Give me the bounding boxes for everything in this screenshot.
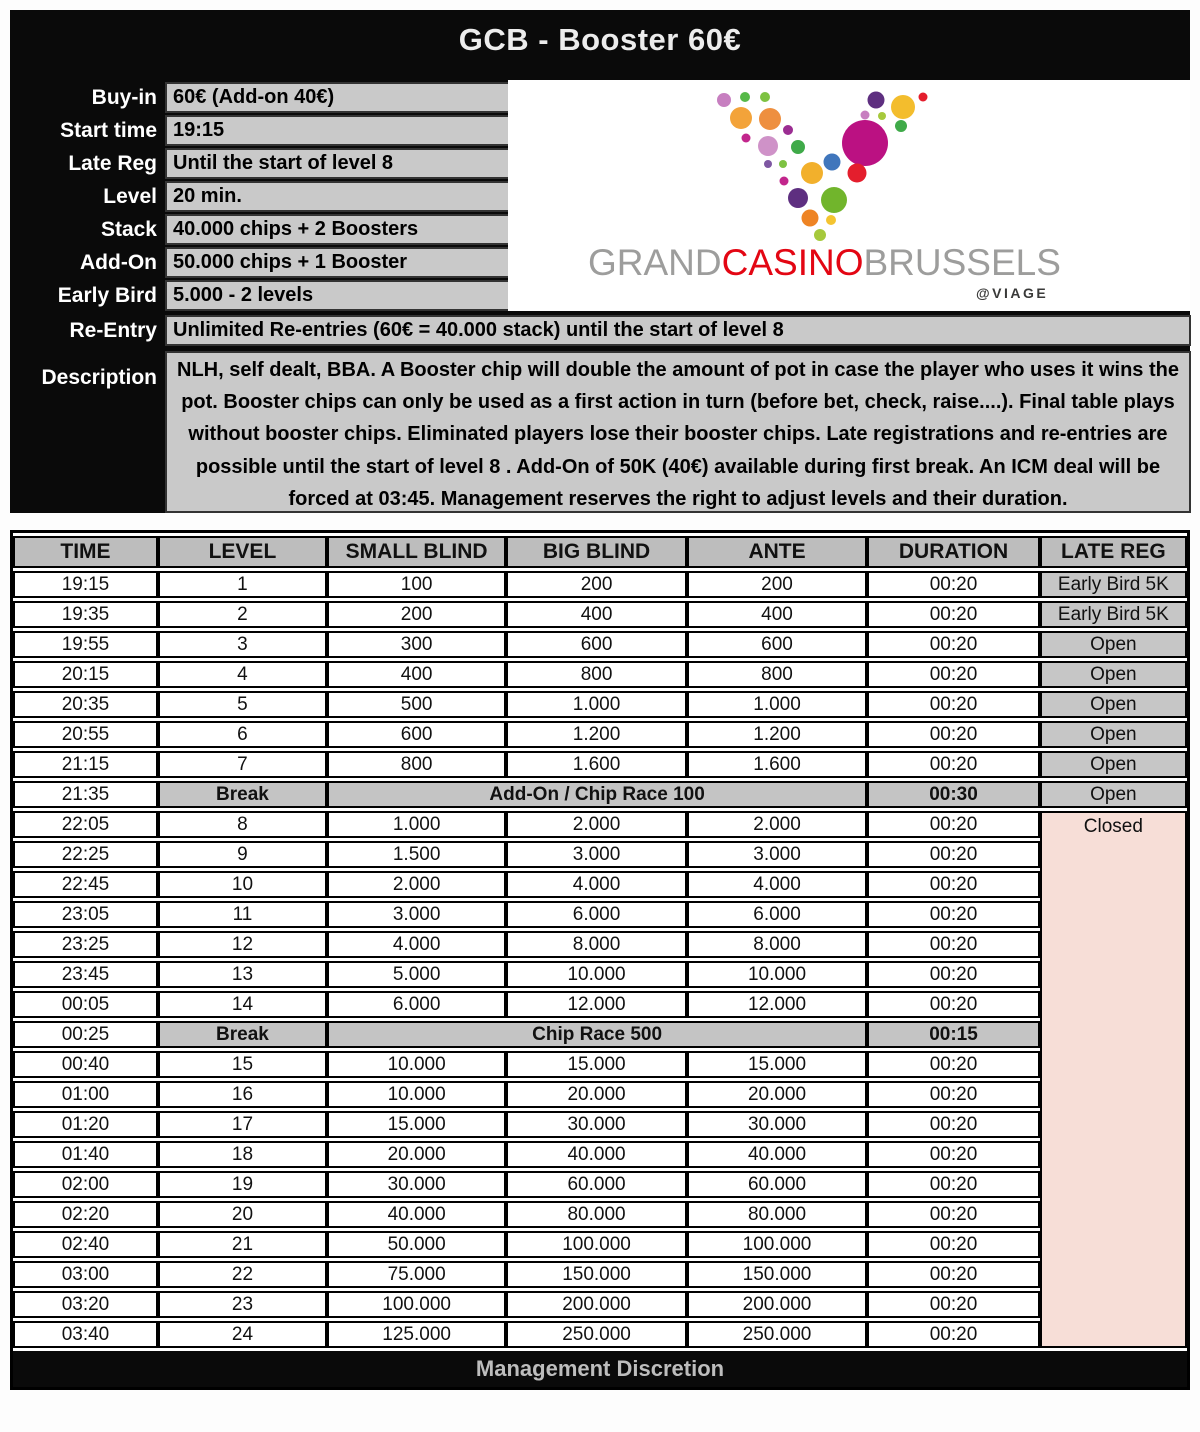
cell-duration: 00:20 bbox=[867, 691, 1039, 718]
table-header-row bbox=[13, 536, 1187, 568]
cell-big-blind: 4.000 bbox=[506, 871, 686, 898]
info-value-level: 20 min. bbox=[165, 181, 517, 212]
info-row-buy-in bbox=[10, 82, 517, 113]
info-label-start-time: Start time bbox=[60, 119, 157, 142]
cell-small-blind: 10.000 bbox=[327, 1081, 506, 1108]
cell-level: 18 bbox=[158, 1141, 327, 1168]
info-label-early-bird: Early Bird bbox=[57, 284, 157, 307]
level-row bbox=[13, 661, 1187, 688]
cell-level: 11 bbox=[158, 901, 327, 928]
cell-time: 23:25 bbox=[13, 931, 158, 958]
cell-time: 02:20 bbox=[13, 1201, 158, 1228]
info-value-description: NLH, self dealt, BBA. A Booster chip will double the amount of pot in case the player who uses it wins the pot. Booster chips can only be used as a first action in turn (before bet, check, raise....). Final table plays without booster chips. Eliminated players lose their booster chips. Late registrations and re-entries are possible until the start of level 8 . Add-On of 50K (40€) available during first break. An ICM deal will be forced at 03:45. Management reserves the right to adjust levels and their duration. bbox=[165, 351, 1191, 513]
cell-level: 2 bbox=[158, 601, 327, 628]
cell-duration: 00:20 bbox=[867, 1291, 1039, 1318]
cell-duration: 00:15 bbox=[867, 1021, 1039, 1048]
level-row bbox=[13, 841, 1187, 868]
cell-time: 02:40 bbox=[13, 1231, 158, 1258]
cell-level: 7 bbox=[158, 751, 327, 778]
level-row bbox=[13, 1261, 1187, 1288]
footer-bar: Management Discretion bbox=[13, 1351, 1187, 1387]
info-label-level: Level bbox=[103, 185, 157, 208]
cell-time: 00:25 bbox=[13, 1021, 158, 1048]
level-row bbox=[13, 811, 1187, 838]
cell-late-reg: Open bbox=[1040, 721, 1187, 748]
cell-level: 17 bbox=[158, 1111, 327, 1138]
col-header-ante: ANTE bbox=[687, 536, 867, 568]
cell-big-blind: 8.000 bbox=[506, 931, 686, 958]
cell-duration: 00:20 bbox=[867, 841, 1039, 868]
info-row-late-reg bbox=[10, 148, 517, 179]
cell-duration: 00:20 bbox=[867, 1171, 1039, 1198]
cell-small-blind: 300 bbox=[327, 631, 506, 658]
cell-time: 03:20 bbox=[13, 1291, 158, 1318]
cell-time: 21:15 bbox=[13, 751, 158, 778]
cell-duration: 00:20 bbox=[867, 1141, 1039, 1168]
cell-duration: 00:20 bbox=[867, 1201, 1039, 1228]
cell-duration: 00:20 bbox=[867, 1111, 1039, 1138]
cell-big-blind: 1.200 bbox=[506, 721, 686, 748]
cell-time: 00:05 bbox=[13, 991, 158, 1018]
cell-big-blind: 30.000 bbox=[506, 1111, 686, 1138]
cell-big-blind: 200.000 bbox=[506, 1291, 686, 1318]
cell-duration: 00:20 bbox=[867, 601, 1039, 628]
cell-big-blind: 100.000 bbox=[506, 1231, 686, 1258]
cell-time: 19:55 bbox=[13, 631, 158, 658]
col-header-duration: DURATION bbox=[867, 536, 1039, 568]
cell-time: 21:35 bbox=[13, 781, 158, 808]
cell-small-blind: 3.000 bbox=[327, 901, 506, 928]
cell-break-activity: Chip Race 500 bbox=[327, 1021, 867, 1048]
cell-ante: 12.000 bbox=[687, 991, 867, 1018]
info-label-re-entry: Re-Entry bbox=[69, 319, 157, 342]
cell-level: 9 bbox=[158, 841, 327, 868]
cell-duration: 00:20 bbox=[867, 931, 1039, 958]
cell-ante: 100.000 bbox=[687, 1231, 867, 1258]
cell-level: 20 bbox=[158, 1201, 327, 1228]
col-header-big-blind: BIG BLIND bbox=[506, 536, 686, 568]
cell-small-blind: 20.000 bbox=[327, 1141, 506, 1168]
cell-level: 1 bbox=[158, 571, 327, 598]
cell-level: 10 bbox=[158, 871, 327, 898]
cell-time: 22:05 bbox=[13, 811, 158, 838]
cell-late-reg: Open bbox=[1040, 781, 1187, 808]
info-row-re-entry bbox=[10, 315, 1191, 346]
cell-big-blind: 6.000 bbox=[506, 901, 686, 928]
cell-big-blind: 1.600 bbox=[506, 751, 686, 778]
level-row bbox=[13, 1111, 1187, 1138]
cell-time: 19:15 bbox=[13, 571, 158, 598]
cell-duration: 00:20 bbox=[867, 901, 1039, 928]
info-value-re-entry: Unlimited Re-entries (60€ = 40.000 stack) until the start of level 8 bbox=[165, 315, 1191, 346]
cell-late-reg: Early Bird 5K bbox=[1040, 601, 1187, 628]
cell-ante: 250.000 bbox=[687, 1321, 867, 1348]
info-row-early-bird bbox=[10, 280, 517, 311]
cell-duration: 00:20 bbox=[867, 1081, 1039, 1108]
cell-time: 03:00 bbox=[13, 1261, 158, 1288]
cell-small-blind: 15.000 bbox=[327, 1111, 506, 1138]
cell-big-blind: 10.000 bbox=[506, 961, 686, 988]
cell-big-blind: 200 bbox=[506, 571, 686, 598]
break-row bbox=[13, 1021, 1187, 1048]
col-header-small-blind: SMALL BLIND bbox=[327, 536, 506, 568]
info-value-late-reg: Until the start of level 8 bbox=[165, 148, 517, 179]
cell-time: 00:40 bbox=[13, 1051, 158, 1078]
cell-level: 6 bbox=[158, 721, 327, 748]
cell-big-blind: 20.000 bbox=[506, 1081, 686, 1108]
cell-ante: 800 bbox=[687, 661, 867, 688]
cell-duration: 00:20 bbox=[867, 871, 1039, 898]
cell-ante: 40.000 bbox=[687, 1141, 867, 1168]
level-row bbox=[13, 1051, 1187, 1078]
cell-duration: 00:30 bbox=[867, 781, 1039, 808]
level-row bbox=[13, 601, 1187, 628]
logo-text-grand: GRAND bbox=[588, 242, 722, 283]
cell-time: 01:20 bbox=[13, 1111, 158, 1138]
gcb-v-dots-icon bbox=[644, 82, 964, 267]
cell-level: 14 bbox=[158, 991, 327, 1018]
level-row bbox=[13, 1231, 1187, 1258]
logo-viage-text: @VIAGE bbox=[976, 285, 1049, 301]
cell-big-blind: 40.000 bbox=[506, 1141, 686, 1168]
cell-duration: 00:20 bbox=[867, 1051, 1039, 1078]
cell-small-blind: 100 bbox=[327, 571, 506, 598]
cell-big-blind: 60.000 bbox=[506, 1171, 686, 1198]
blind-structure-table bbox=[13, 533, 1187, 1351]
level-row bbox=[13, 961, 1187, 988]
cell-time: 20:15 bbox=[13, 661, 158, 688]
logo-text-casino: CASINO bbox=[721, 242, 864, 283]
level-row bbox=[13, 1081, 1187, 1108]
info-label-late-reg: Late Reg bbox=[68, 152, 157, 175]
cell-level: 15 bbox=[158, 1051, 327, 1078]
info-label-stack: Stack bbox=[100, 218, 157, 241]
grand-casino-brussels-logo bbox=[508, 80, 1190, 311]
cell-level: 24 bbox=[158, 1321, 327, 1348]
cell-level: 3 bbox=[158, 631, 327, 658]
info-row-start-time bbox=[10, 115, 517, 146]
cell-ante: 200 bbox=[687, 571, 867, 598]
cell-time: 23:05 bbox=[13, 901, 158, 928]
level-row bbox=[13, 901, 1187, 928]
cell-small-blind: 5.000 bbox=[327, 961, 506, 988]
cell-ante: 1.000 bbox=[687, 691, 867, 718]
cell-late-reg: Open bbox=[1040, 751, 1187, 778]
cell-big-blind: 12.000 bbox=[506, 991, 686, 1018]
cell-duration: 00:20 bbox=[867, 961, 1039, 988]
cell-duration: 00:20 bbox=[867, 1261, 1039, 1288]
cell-late-reg: Open bbox=[1040, 691, 1187, 718]
cell-late-reg: Early Bird 5K bbox=[1040, 571, 1187, 598]
cell-ante: 30.000 bbox=[687, 1111, 867, 1138]
level-row bbox=[13, 1201, 1187, 1228]
info-label-description: Description bbox=[41, 366, 157, 389]
cell-small-blind: 400 bbox=[327, 661, 506, 688]
cell-small-blind: 2.000 bbox=[327, 871, 506, 898]
cell-ante: 3.000 bbox=[687, 841, 867, 868]
cell-small-blind: 1.000 bbox=[327, 811, 506, 838]
info-row-stack bbox=[10, 214, 517, 245]
cell-duration: 00:20 bbox=[867, 661, 1039, 688]
cell-level: 13 bbox=[158, 961, 327, 988]
info-value-add-on: 50.000 chips + 1 Booster bbox=[165, 247, 517, 278]
cell-big-blind: 150.000 bbox=[506, 1261, 686, 1288]
cell-small-blind: 200 bbox=[327, 601, 506, 628]
cell-level: 22 bbox=[158, 1261, 327, 1288]
cell-small-blind: 100.000 bbox=[327, 1291, 506, 1318]
cell-ante: 600 bbox=[687, 631, 867, 658]
cell-time: 19:35 bbox=[13, 601, 158, 628]
logo-brand-text bbox=[588, 242, 1061, 284]
cell-ante: 4.000 bbox=[687, 871, 867, 898]
cell-ante: 2.000 bbox=[687, 811, 867, 838]
info-row-add-on bbox=[10, 247, 517, 278]
cell-level: 23 bbox=[158, 1291, 327, 1318]
page-title: GCB - Booster 60€ bbox=[458, 22, 742, 57]
cell-big-blind: 800 bbox=[506, 661, 686, 688]
cell-time: 20:55 bbox=[13, 721, 158, 748]
cell-time: 23:45 bbox=[13, 961, 158, 988]
cell-level: 8 bbox=[158, 811, 327, 838]
header-panel bbox=[10, 10, 1190, 513]
info-row-description bbox=[10, 351, 1191, 513]
cell-late-reg: Open bbox=[1040, 661, 1187, 688]
info-value-start-time: 19:15 bbox=[165, 115, 517, 146]
cell-time: 22:25 bbox=[13, 841, 158, 868]
cell-level: 5 bbox=[158, 691, 327, 718]
info-value-buy-in: 60€ (Add-on 40€) bbox=[165, 82, 517, 113]
cell-small-blind: 50.000 bbox=[327, 1231, 506, 1258]
info-row-level bbox=[10, 181, 517, 212]
col-header-time: TIME bbox=[13, 536, 158, 568]
cell-ante: 8.000 bbox=[687, 931, 867, 958]
cell-time: 01:00 bbox=[13, 1081, 158, 1108]
cell-small-blind: 4.000 bbox=[327, 931, 506, 958]
level-row bbox=[13, 871, 1187, 898]
cell-big-blind: 15.000 bbox=[506, 1051, 686, 1078]
col-header-late-reg: LATE REG bbox=[1040, 536, 1187, 568]
level-row bbox=[13, 1141, 1187, 1168]
level-row bbox=[13, 931, 1187, 958]
cell-ante: 10.000 bbox=[687, 961, 867, 988]
cell-big-blind: 400 bbox=[506, 601, 686, 628]
cell-duration: 00:20 bbox=[867, 811, 1039, 838]
cell-big-blind: 3.000 bbox=[506, 841, 686, 868]
cell-ante: 1.600 bbox=[687, 751, 867, 778]
cell-ante: 80.000 bbox=[687, 1201, 867, 1228]
cell-duration: 00:20 bbox=[867, 991, 1039, 1018]
cell-level: 21 bbox=[158, 1231, 327, 1258]
break-row bbox=[13, 781, 1187, 808]
cell-late-reg: Closed bbox=[1040, 811, 1187, 1348]
cell-time: 02:00 bbox=[13, 1171, 158, 1198]
info-value-early-bird: 5.000 - 2 levels bbox=[165, 280, 517, 311]
cell-small-blind: 75.000 bbox=[327, 1261, 506, 1288]
cell-duration: 00:20 bbox=[867, 1231, 1039, 1258]
cell-ante: 200.000 bbox=[687, 1291, 867, 1318]
cell-big-blind: 1.000 bbox=[506, 691, 686, 718]
level-row bbox=[13, 1321, 1187, 1348]
cell-small-blind: 600 bbox=[327, 721, 506, 748]
cell-time: 03:40 bbox=[13, 1321, 158, 1348]
cell-small-blind: 6.000 bbox=[327, 991, 506, 1018]
level-row bbox=[13, 1291, 1187, 1318]
cell-small-blind: 125.000 bbox=[327, 1321, 506, 1348]
level-row bbox=[13, 721, 1187, 748]
info-label-buy-in: Buy-in bbox=[91, 86, 157, 109]
cell-duration: 00:20 bbox=[867, 571, 1039, 598]
cell-big-blind: 250.000 bbox=[506, 1321, 686, 1348]
cell-ante: 150.000 bbox=[687, 1261, 867, 1288]
blind-structure-table-wrap bbox=[10, 530, 1190, 1390]
logo-text-brussels: BRUSSELS bbox=[863, 242, 1061, 283]
level-row bbox=[13, 1171, 1187, 1198]
cell-late-reg: Open bbox=[1040, 631, 1187, 658]
info-label-add-on: Add-On bbox=[80, 251, 157, 274]
cell-small-blind: 10.000 bbox=[327, 1051, 506, 1078]
cell-level: 12 bbox=[158, 931, 327, 958]
col-header-level: LEVEL bbox=[158, 536, 327, 568]
info-value-stack: 40.000 chips + 2 Boosters bbox=[165, 214, 517, 245]
cell-small-blind: 1.500 bbox=[327, 841, 506, 868]
cell-big-blind: 80.000 bbox=[506, 1201, 686, 1228]
cell-ante: 60.000 bbox=[687, 1171, 867, 1198]
cell-break-label: Break bbox=[158, 781, 327, 808]
cell-level: 19 bbox=[158, 1171, 327, 1198]
cell-ante: 1.200 bbox=[687, 721, 867, 748]
cell-small-blind: 500 bbox=[327, 691, 506, 718]
cell-ante: 6.000 bbox=[687, 901, 867, 928]
cell-duration: 00:20 bbox=[867, 721, 1039, 748]
cell-ante: 20.000 bbox=[687, 1081, 867, 1108]
cell-level: 4 bbox=[158, 661, 327, 688]
cell-level: 16 bbox=[158, 1081, 327, 1108]
cell-break-label: Break bbox=[158, 1021, 327, 1048]
cell-time: 22:45 bbox=[13, 871, 158, 898]
level-row bbox=[13, 571, 1187, 598]
cell-small-blind: 30.000 bbox=[327, 1171, 506, 1198]
cell-ante: 400 bbox=[687, 601, 867, 628]
cell-time: 20:35 bbox=[13, 691, 158, 718]
level-row bbox=[13, 751, 1187, 778]
schedule-body bbox=[13, 571, 1187, 1348]
cell-break-activity: Add-On / Chip Race 100 bbox=[327, 781, 867, 808]
cell-time: 01:40 bbox=[13, 1141, 158, 1168]
cell-duration: 00:20 bbox=[867, 1321, 1039, 1348]
cell-small-blind: 40.000 bbox=[327, 1201, 506, 1228]
cell-duration: 00:20 bbox=[867, 751, 1039, 778]
cell-big-blind: 600 bbox=[506, 631, 686, 658]
level-row bbox=[13, 691, 1187, 718]
level-row bbox=[13, 631, 1187, 658]
cell-small-blind: 800 bbox=[327, 751, 506, 778]
cell-ante: 15.000 bbox=[687, 1051, 867, 1078]
cell-big-blind: 2.000 bbox=[506, 811, 686, 838]
level-row bbox=[13, 991, 1187, 1018]
cell-duration: 00:20 bbox=[867, 631, 1039, 658]
